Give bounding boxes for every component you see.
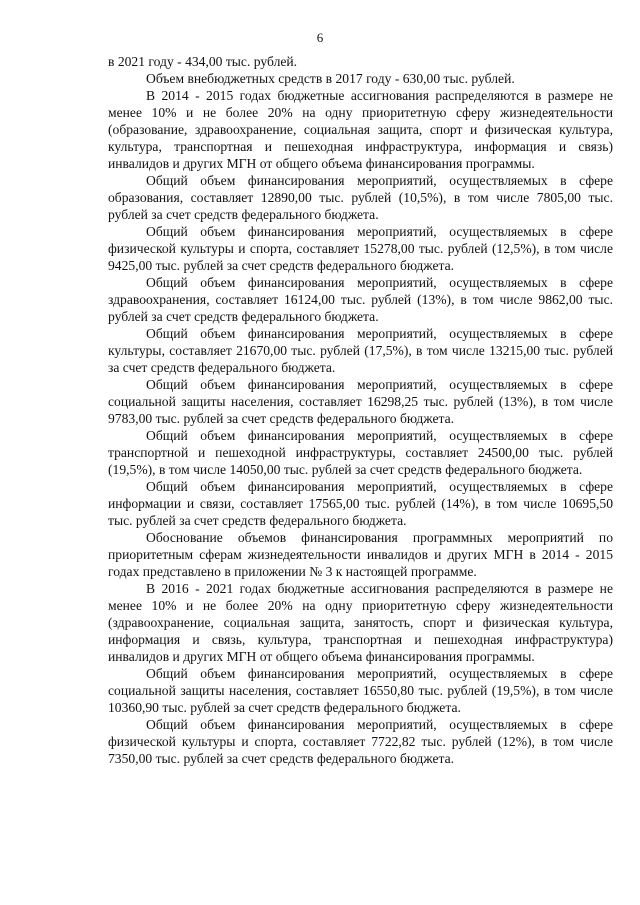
page-number: 6 — [316, 30, 324, 45]
paragraph-allocation-2016-2021: В 2016 - 2021 годах бюджетные ассигнования распределяются в размере не менее 10% и не более 20% на одну приоритетную сферу жизнедеятельности (здравоохранение, социальная защита, занятость, спорт и физическая культура, информация и связь, культура, транспортная и пешеходная инфраструктура) инвалидов и других МГН от общего объема финансирования программы. — [108, 581, 613, 664]
paragraph-education: Общий объем финансирования мероприятий, осуществляемых в сфере образования, составляет 12890,00 тыс. рублей (10,5%), в том числе 7805,00 тыс. рублей за счет средств федерального бюджета. — [108, 173, 613, 222]
paragraph-healthcare: Общий объем финансирования мероприятий, осуществляемых в сфере здравоохранения, составляет 16124,00 тыс. рублей (13%), в том числе 9862,00 тыс. рублей за счет средств федерального бюджета. — [108, 275, 613, 324]
paragraph-justification: Обоснование объемов финансирования программных мероприятий по приоритетным сферам жизнедеятельности инвалидов и других МГН в 2014 - 2015 годах представлено в приложении № 3 к настоящей программе. — [108, 530, 613, 579]
paragraph-extrabudgetary: Объем внебюджетных средств в 2017 году - 630,00 тыс. рублей. — [146, 71, 515, 86]
paragraph-information: Общий объем финансирования мероприятий, осуществляемых в сфере информации и связи, составляет 17565,00 тыс. рублей (14%), в том числе 10695,50 тыс. рублей за счет средств федерального бюджета. — [108, 479, 613, 528]
paragraph-sport-2016: Общий объем финансирования мероприятий, осуществляемых в сфере физической культуры и спорта, составляет 7722,82 тыс. рублей (12%), в том числе 7350,00 тыс. рублей за счет средств федерального бюджета. — [108, 717, 613, 766]
paragraph-social-protection-2014: Общий объем финансирования мероприятий, осуществляемых в сфере социальной защиты населения, составляет 16298,25 тыс. рублей (13%), в том числе 9783,00 тыс. рублей за счет средств федерального бюджета. — [108, 377, 613, 426]
paragraph-social-protection-2016: Общий объем финансирования мероприятий, осуществляемых в сфере социальной защиты населения, составляет 16550,80 тыс. рублей (19,5%), в том числе 10360,90 тыс. рублей за счет средств федерального бюджета. — [108, 666, 613, 715]
paragraph-sport-2014: Общий объем финансирования мероприятий, осуществляемых в сфере физической культуры и спорта, составляет 15278,00 тыс. рублей (12,5%), в том числе 9425,00 тыс. рублей за счет средств федерального бюджета. — [108, 224, 613, 273]
paragraph-culture: Общий объем финансирования мероприятий, осуществляемых в сфере культуры, составляет 21670,00 тыс. рублей (17,5%), в том числе 13215,00 тыс. рублей за счет средств федерального бюджета. — [108, 326, 613, 375]
document-body — [108, 53, 613, 767]
paragraph-allocation-2014-2015: В 2014 - 2015 годах бюджетные ассигнования распределяются в размере не менее 10% и не более 20% на одну приоритетную сферу жизнедеятельности (образование, здравоохранение, социальная защита, спорт и физическая культура, культура, транспортная и пешеходная инфраструктура, информация и связь) инвалидов и других МГН от общего объема финансирования программы. — [108, 88, 613, 171]
paragraph-transport: Общий объем финансирования мероприятий, осуществляемых в сфере транспортной и пешеходной инфраструктуры, составляет 24500,00 тыс. рублей (19,5%), в том числе 14050,00 тыс. рублей за счет средств федерального бюджета. — [108, 428, 613, 477]
paragraph-continuation: в 2021 году - 434,00 тыс. рублей. — [108, 54, 298, 69]
